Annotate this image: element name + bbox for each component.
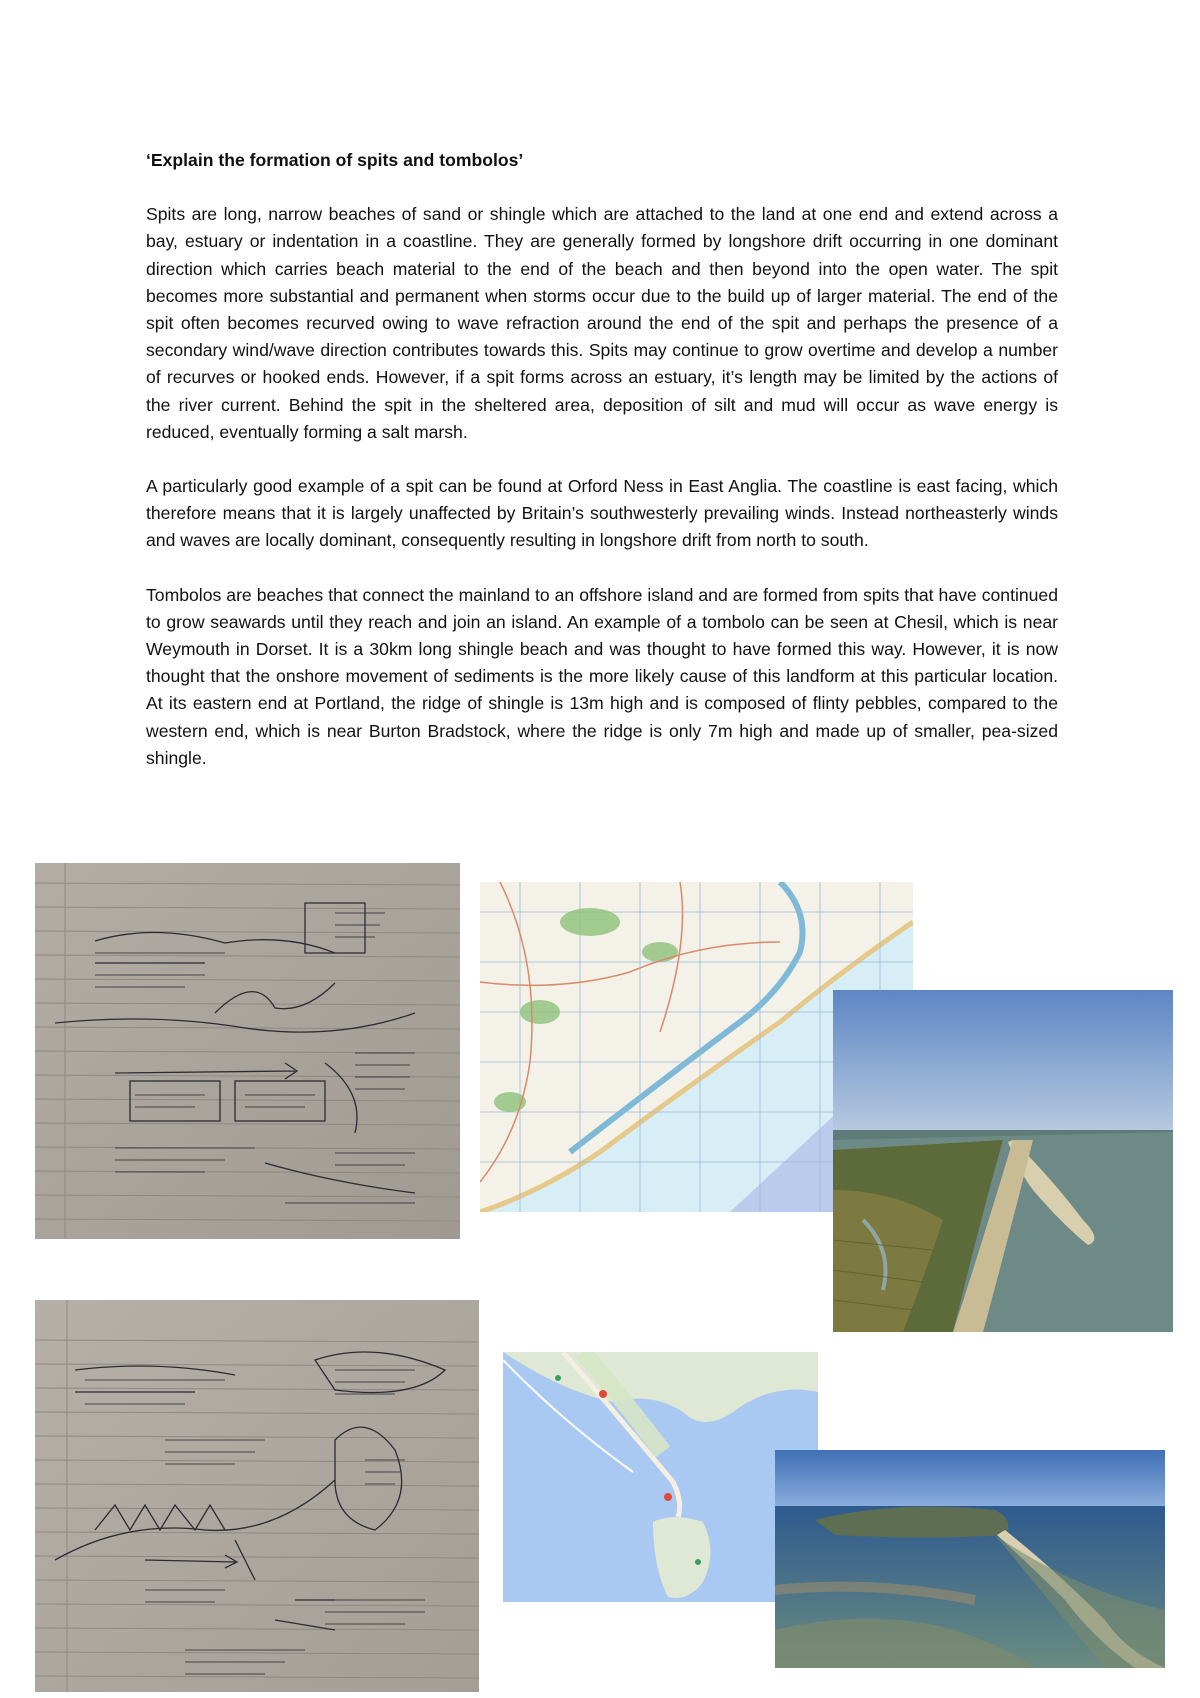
paragraph-tombolos: Tombolos are beaches that connect the mainland to an offshore island and are formed from spits that have continued to grow seawards until they reach and join an island. An example of a tombolo can be seen at Chesil, which is near Weymouth in Dorset. It is a 30km long shingle beach and was thought to have formed this way. However, it is now thought that the onshore movement of sediments is the more likely cause of this landform at this particular location. At its eastern end at Portland, the ridge of shingle is 13m high and is composed of flinty pebbles, compared to the western end, which is near Burton Bradstock, where the ridge is only 7m high and made up of smaller, pea-sized shingle. — [146, 584, 1058, 768]
document-title: ‘Explain the formation of spits and tombolos’ — [146, 150, 524, 170]
notes-spit-diagram-image — [35, 863, 460, 1239]
text-block — [146, 147, 1058, 799]
chesil-beach-aerial-photo — [775, 1450, 1165, 1668]
notes-tombolo-diagram-image — [35, 1300, 479, 1692]
paragraph-orford-ness: A particularly good example of a spit can be found at Orford Ness in East Anglia. The coastline is east facing, which therefore means that it is largely unaffected by Britain’s southwesterly prevailing winds. Instead northeasterly winds and waves are locally dominant, consequently resulting in longshore drift from north to south. — [146, 476, 1058, 551]
chesil-beach-map-image — [503, 1352, 818, 1602]
orford-ness-aerial-photo — [833, 990, 1173, 1332]
paragraph-spits: Spits are long, narrow beaches of sand or shingle which are attached to the land at one end and extend across a bay, estuary or indentation in a coastline. They are generally formed by longshore drift occurring in one dominant direction which carries beach material to the end of the beach and then beyond into the open water. The spit becomes more substantial and permanent when storms occur due to the build up of larger material. The end of the spit often becomes recurved owing to wave refraction around the end of the spit and perhaps the presence of a secondary wind/wave direction contributes towards this. Spits may continue to grow overtime and develop a number of recurves or hooked ends. However, if a spit forms across an estuary, it’s length may be limited by the actions of the river current. Behind the spit in the sheltered area, deposition of silt and mud will occur as wave energy is reduced, eventually forming a salt marsh. — [146, 204, 1058, 442]
